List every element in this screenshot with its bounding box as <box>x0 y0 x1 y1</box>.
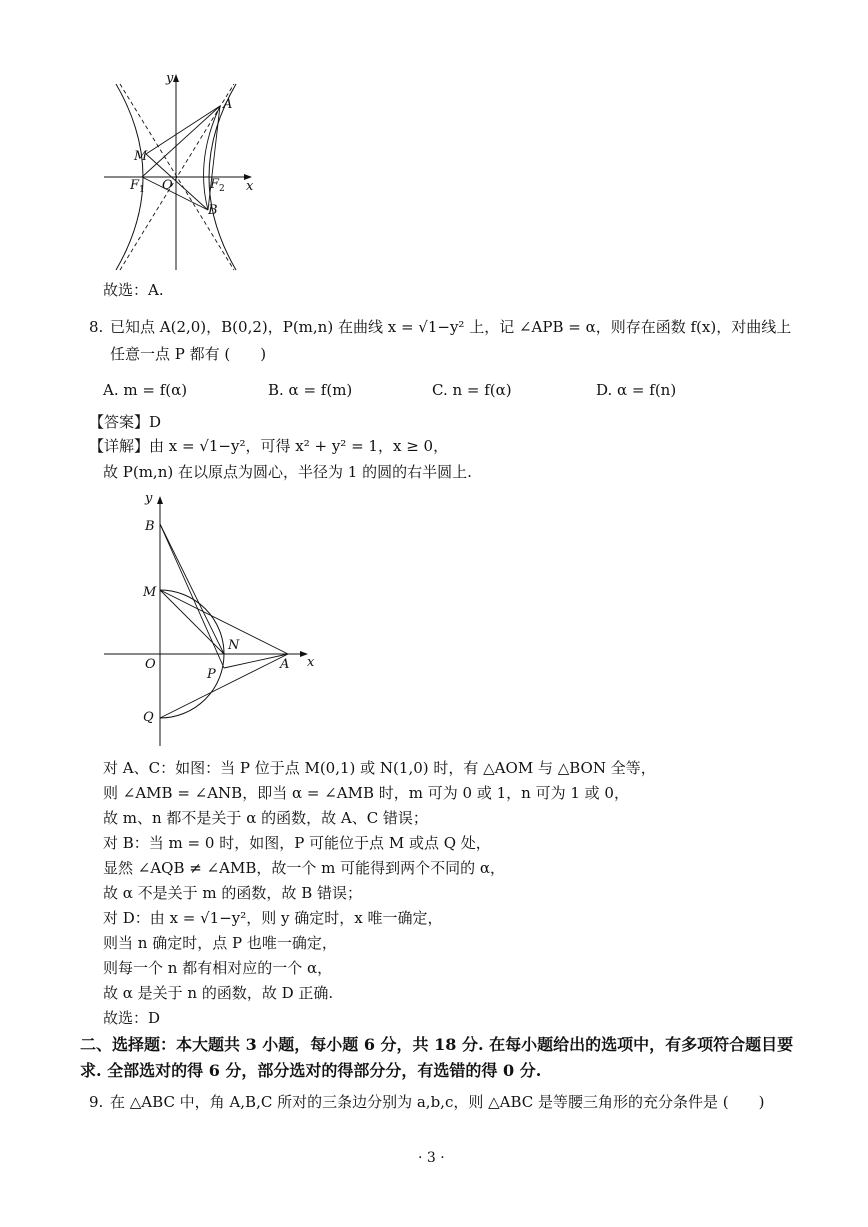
label-a: A <box>223 97 233 112</box>
explanation-line-9: 则每一个 n 都有相对应的一个 α， <box>103 959 333 977</box>
semicircle-figure <box>100 488 330 748</box>
q8-option-c: C. n = f(α) <box>432 381 512 399</box>
q8-detail-1: 【详解】由 x = √1−y²，可得 x² + y² = 1，x ≥ 0， <box>89 437 449 455</box>
label-q: Q <box>143 710 154 725</box>
q8-stem-line2: 任意一点 P 都有 ( ) <box>110 345 267 363</box>
explanation-line-3: 故 m、n 都不是关于 α 的函数，故 A、C 错误； <box>103 809 428 827</box>
page-number: · 3 · <box>418 1150 445 1166</box>
explanation-line-6: 故 α 不是关于 m 的函数，故 B 错误； <box>103 884 362 902</box>
q8-stem-line1: 已知点 A(2,0)，B(0,2)，P(m,n) 在曲线 x = √1−y² 上，记 ∠APB = α，则存在函数 f(x)，对曲线上 <box>110 318 792 336</box>
label-f1: $F_1$ <box>130 178 145 195</box>
q9-stem: 在 △ABC 中，角 A,B,C 所对的三条边分别为 a,b,c，则 △ABC 是等腰三角形的充分条件是 ( ) <box>110 1093 765 1111</box>
label-x: x <box>307 655 315 670</box>
label-p: P <box>207 667 216 682</box>
arc-right <box>204 106 220 210</box>
segment-m-a <box>160 590 288 654</box>
q8-option-d: D. α = f(n) <box>596 381 677 399</box>
segment-m-f2 <box>146 154 208 210</box>
explanation-line-8: 则当 n 确定时，点 P 也唯一确定， <box>103 934 337 952</box>
hyperbola-figure <box>100 70 270 275</box>
explanation-line-4: 对 B：当 m = 0 时，如图，P 可能位于点 M 或点 Q 处， <box>103 834 491 852</box>
segment-f1-a <box>142 106 220 177</box>
q8-detail-2: 故 P(m,n) 在以原点为圆心，半径为 1 的圆的右半圆上. <box>103 463 472 481</box>
label-y: y <box>145 491 153 506</box>
q7-conclusion: 故选：A. <box>103 281 164 299</box>
label-f2: $F_2$ <box>210 177 225 194</box>
q8-number: 8. <box>89 318 104 336</box>
label-x: x <box>246 179 254 194</box>
section-2-heading-line1: 二、选择题：本大题共 3 小题，每小题 6 分，共 18 分. 在每小题给出的选项中，有多项符合题目要 <box>80 1035 794 1054</box>
label-y: y <box>166 71 174 86</box>
segment-a-p <box>224 654 288 668</box>
label-a: A <box>280 657 290 672</box>
segment-b-n <box>160 524 224 654</box>
q9-number: 9. <box>89 1093 104 1111</box>
label-b: B <box>208 203 218 218</box>
label-n: N <box>228 638 240 653</box>
explanation-line-5: 显然 ∠AQB ≠ ∠AMB，故一个 m 可能得到两个不同的 α， <box>103 859 506 877</box>
label-m: M <box>143 585 157 600</box>
y-axis-arrow <box>173 74 179 82</box>
section-2-heading-line2: 求. 全部选对的得 6 分，部分选对的得部分分，有选错的得 0 分. <box>80 1061 542 1080</box>
segment-b-p <box>160 524 224 668</box>
label-o: O <box>145 657 156 672</box>
label-o: O <box>162 178 173 193</box>
explanation-line-2: 则 ∠AMB = ∠ANB，即当 α = ∠AMB 时，m 可为 0 或 1，n 可为 1 或 0， <box>103 784 629 802</box>
y-axis-arrow <box>157 496 163 504</box>
label-m: M <box>134 149 148 164</box>
q8-option-a: A. m = f(α) <box>103 381 188 399</box>
label-b: B <box>145 519 155 534</box>
explanation-line-11: 故选：D <box>103 1009 161 1027</box>
segment-f1-b <box>142 177 208 210</box>
q8-option-b: B. α = f(m) <box>268 381 353 399</box>
q8-answer: 【答案】D <box>89 413 162 431</box>
explanation-line-10: 故 α 是关于 n 的函数，故 D 正确. <box>103 984 334 1002</box>
segment-q-a <box>160 654 288 718</box>
segment-m-a <box>146 106 220 154</box>
explanation-line-1: 对 A、C：如图：当 P 位于点 M(0,1) 或 N(1,0) 时，有 △AOM 与 △BON 全等， <box>103 759 656 777</box>
explanation-line-7: 对 D：由 x = √1−y²，则 y 确定时，x 唯一确定， <box>103 909 443 927</box>
segment-m-n <box>160 590 224 654</box>
